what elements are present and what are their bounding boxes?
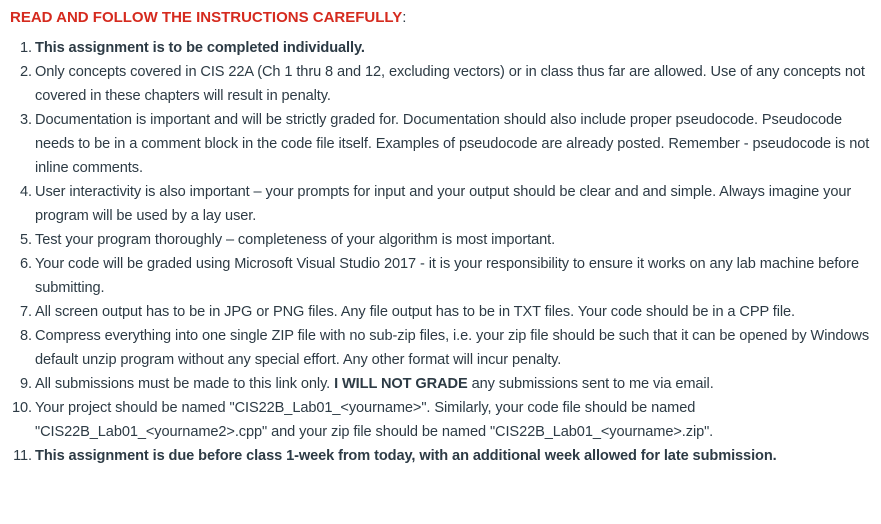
- instruction-number: 4.: [20, 184, 32, 200]
- instruction-item: [10, 252, 871, 300]
- instructions-list: [10, 36, 871, 468]
- instruction-item: [10, 444, 871, 468]
- instruction-item: [10, 300, 871, 324]
- heading-text: READ AND FOLLOW THE INSTRUCTIONS CAREFULLY: [10, 9, 403, 26]
- instruction-number: 7.: [20, 304, 32, 320]
- instruction-number: 8.: [20, 328, 32, 344]
- instruction-text-bold: I WILL NOT GRADE: [334, 376, 468, 392]
- instruction-item: [10, 36, 871, 60]
- instruction-text: Your project should be named "CIS22B_Lab01_<yourname>". Similarly, your code file should be named "CIS22B_Lab01_<yourname2>.cpp" and your zip file should be named "CIS22B_Lab01_<yourname>.zip".: [35, 400, 714, 440]
- instruction-text: any submissions sent to me via email.: [467, 376, 714, 392]
- instruction-item: [10, 180, 871, 228]
- instruction-text: Only concepts covered in CIS 22A (Ch 1 thru 8 and 12, excluding vectors) or in class thus far are allowed. Use of any concepts not covered in these chapters will result in penalty.: [35, 64, 865, 104]
- instruction-number: 11.: [13, 448, 32, 464]
- instruction-number: 3.: [20, 112, 32, 128]
- instruction-item: [10, 372, 871, 396]
- instruction-number: 2.: [20, 64, 32, 80]
- instruction-text: Test your program thoroughly – completeness of your algorithm is most important.: [35, 232, 556, 248]
- instruction-item: [10, 228, 871, 252]
- instruction-number: 9.: [20, 376, 32, 392]
- heading-suffix: :: [402, 9, 407, 26]
- instruction-text: All screen output has to be in JPG or PNG files. Any file output has to be in TXT files. Your code should be in a CPP file.: [35, 304, 795, 320]
- instruction-text-bold: This assignment is due before class 1-week from today, with an additional week allowed for late submission.: [35, 448, 777, 464]
- instruction-text: Your code will be graded using Microsoft Visual Studio 2017 - it is your responsibility to ensure it works on any lab machine before submitting.: [35, 256, 859, 296]
- instruction-text: All submissions must be made to this link only.: [35, 376, 335, 392]
- instruction-number: 5.: [20, 232, 32, 248]
- instruction-item: [10, 396, 871, 444]
- instruction-text-bold: This assignment is to be completed individually.: [35, 40, 365, 56]
- instruction-item: [10, 60, 871, 108]
- instruction-item: [10, 108, 871, 180]
- instructions-heading: [10, 8, 871, 28]
- instruction-number: 1.: [20, 40, 32, 56]
- instruction-text: Documentation is important and will be strictly graded for. Documentation should also include proper pseudocode. Pseudocode needs to be in a comment block in the code file itself. Examples of pseudocode are already posted. Remember - pseudocode is not inline comments.: [35, 112, 870, 176]
- instruction-number: 6.: [20, 256, 32, 272]
- instruction-item: [10, 324, 871, 372]
- instruction-number: 10.: [12, 400, 32, 416]
- instruction-text: User interactivity is also important – your prompts for input and your output should be clear and and simple. Always imagine your program will be used by a lay user.: [35, 184, 852, 224]
- instruction-text: Compress everything into one single ZIP file with no sub-zip files, i.e. your zip file should be such that it can be opened by Windows default unzip program without any special effort. Any other format will incur penalty.: [35, 328, 870, 368]
